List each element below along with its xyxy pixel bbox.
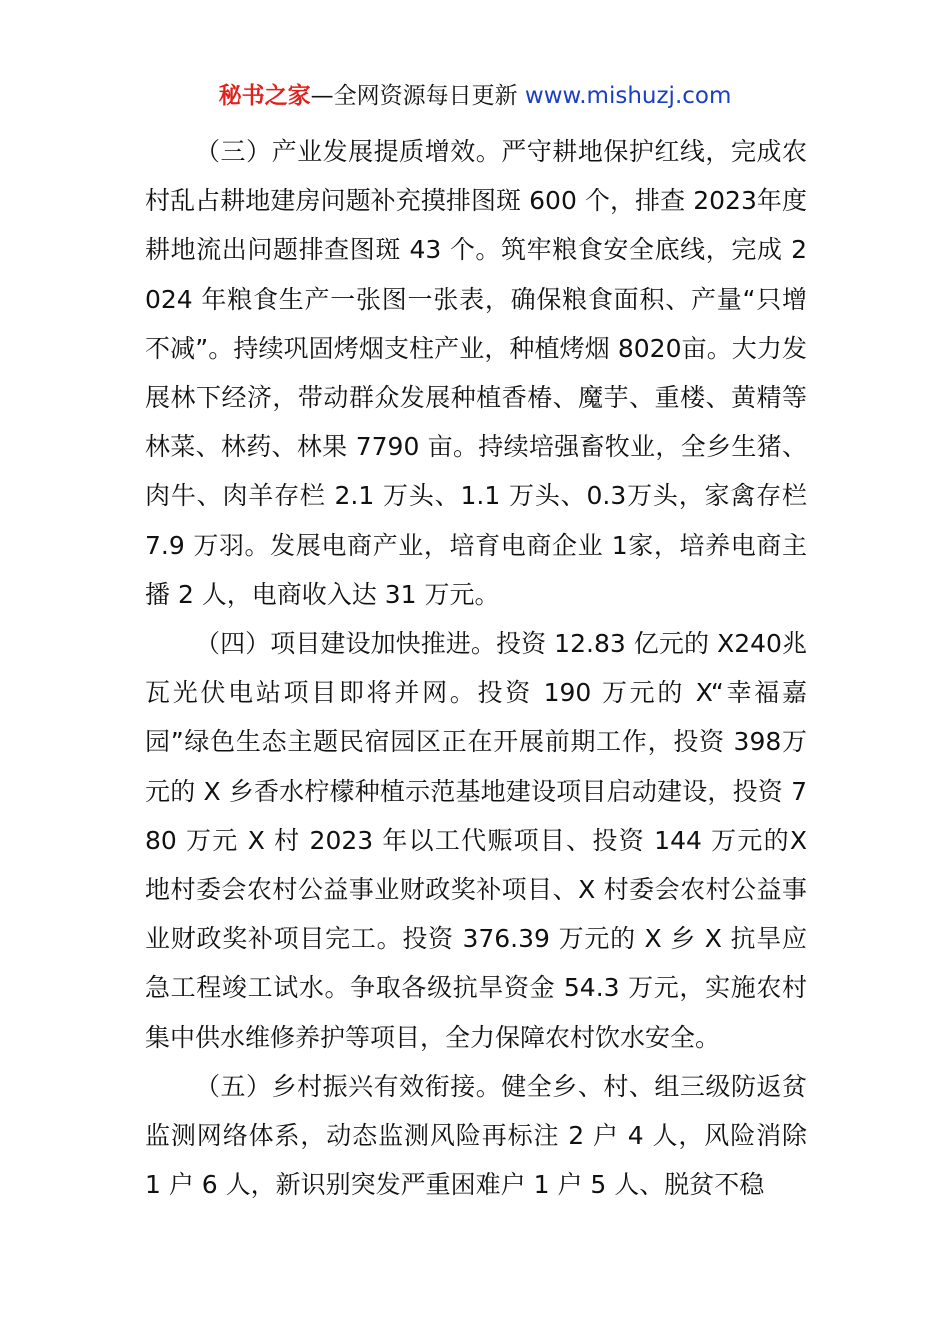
paragraph-industry: （三）产业发展提质增效。严守耕地保护红线，完成农村乱占耕地建房问题补充摸排图斑 600 个，排查 2023年度耕地流出问题排查图斑 43 个。筑牢粮食安全底线，完成 2024 年粮食生产一张图一张表，确保粮食面积、产量“只增不减”。持续巩固烤烟支柱产业，种植烤烟 8020亩。大力发展林下经济，带动群众发展种植香椿、魔芋、重楼、黄精等林菜、林药、林果 7790 亩。持续培强畜牧业，全乡生猪、肉牛、肉羊存栏 2.1 万头、1.1 万头、0.3万头，家禽存栏 7.9 万羽。发展电商产业，培育电商企业 1家，培养电商主播 2 人，电商收入达 31 万元。 — [145, 137, 807, 609]
brand-name: 秘书之家 — [218, 83, 311, 109]
header-tagline: —全网资源每日更新 — [310, 83, 518, 109]
site-url[interactable]: www.mishuzj.com — [517, 83, 732, 109]
document-body — [145, 127, 807, 1209]
site-header — [0, 80, 950, 112]
paragraph-rural-revitalization: （五）乡村振兴有效衔接。健全乡、村、组三级防返贫监测网络体系，动态监测风险再标注 2 户 4 人，风险消除 1 户 6 人，新识别突发严重困难户 1 户 5 人、脱贫不稳 — [145, 1071, 807, 1200]
paragraph-projects: （四）项目建设加快推进。投资 12.83 亿元的 X240兆瓦光伏电站项目即将并网。投资 190 万元的 X“幸福嘉园”绿色生态主题民宿园区正在开展前期工作，投资 398万元的 X 乡香水柠檬种植示范基地建设项目启动建设，投资 780 万元 X 村 2023 年以工代赈项目、投资 144 万元的X 地村委会农村公益事业财政奖补项目、X 村委会农村公益事业财政奖补项目完工。投资 376.39 万元的 X 乡 X 抗旱应急工程竣工试水。争取各级抗旱资金 54.3 万元，实施农村集中供水维修养护等项目，全力保障农村饮水安全。 — [145, 629, 807, 1052]
